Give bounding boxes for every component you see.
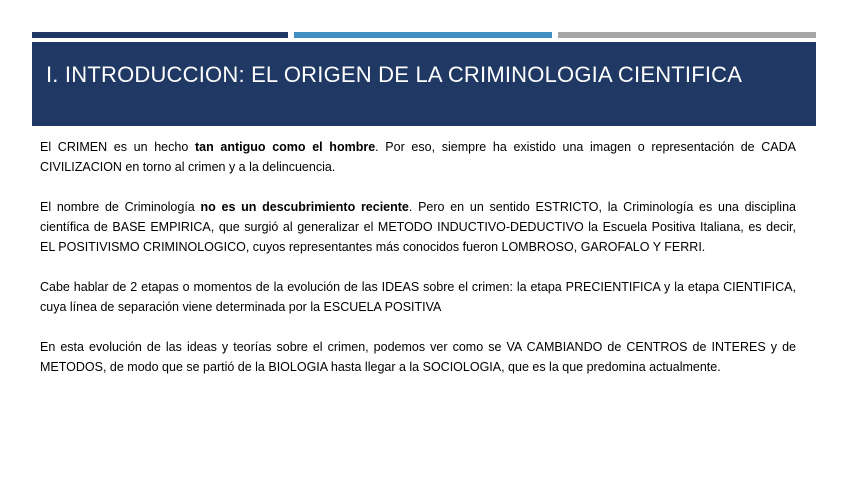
paragraph-3: Cabe hablar de 2 etapas o momentos de la evolución de las IDEAS sobre el crimen: la etapa PRECIENTIFICA y la etapa CIENTIFICA, cuya línea de separación viene determinada por la ESCUELA POSITIVA bbox=[40, 280, 796, 314]
paragraph-2 bbox=[40, 197, 796, 257]
paragraph-4: En esta evolución de las ideas y teorías sobre el crimen, podemos ver como se VA CAMBIANDO de CENTROS de INTERES y de METODOS, de modo que se partió de la BIOLOGIA hasta llegar a la SOCIOLOGIA, que es la que predomina actualmente. bbox=[40, 340, 796, 374]
paragraph-1-text-c: . Por eso, siempre ha existido una imagen o representación de CADA CIVILIZACION en torno al crimen y a la delincuencia. bbox=[40, 140, 796, 174]
accent-bar-light-blue bbox=[294, 32, 552, 38]
paragraph-1-emphasis: tan antiguo como el hombre bbox=[194, 140, 376, 154]
accent-bar-dark-blue bbox=[32, 32, 288, 38]
slide-title: I. INTRODUCCION: EL ORIGEN DE LA CRIMINOLOGIA CIENTIFICA bbox=[46, 62, 743, 87]
paragraph-2-text-a: El nombre de Criminología bbox=[40, 200, 201, 214]
paragraph-2-emphasis: no es un descubrimiento reciente bbox=[200, 200, 409, 214]
paragraph-2-text-c: . Pero en un sentido ESTRICTO, la Criminología es una disciplina científica de BASE EMPIRICA, que surgió al generalizar el METODO INDUCTIVO-DEDUCTIVO la Escuela Positiva Italiana, es decir, EL POSITIVISMO CRIMINOLOGICO, cuyos representantes más conocidos fueron LOMBROSO, GAROFALO Y FERRI. bbox=[40, 200, 796, 254]
title-banner bbox=[32, 42, 816, 126]
paragraph-1 bbox=[40, 137, 796, 177]
accent-bar-gray bbox=[558, 32, 816, 38]
paragraph-1-text-a: El CRIMEN es un hecho bbox=[40, 140, 195, 154]
slide-body bbox=[40, 137, 796, 397]
